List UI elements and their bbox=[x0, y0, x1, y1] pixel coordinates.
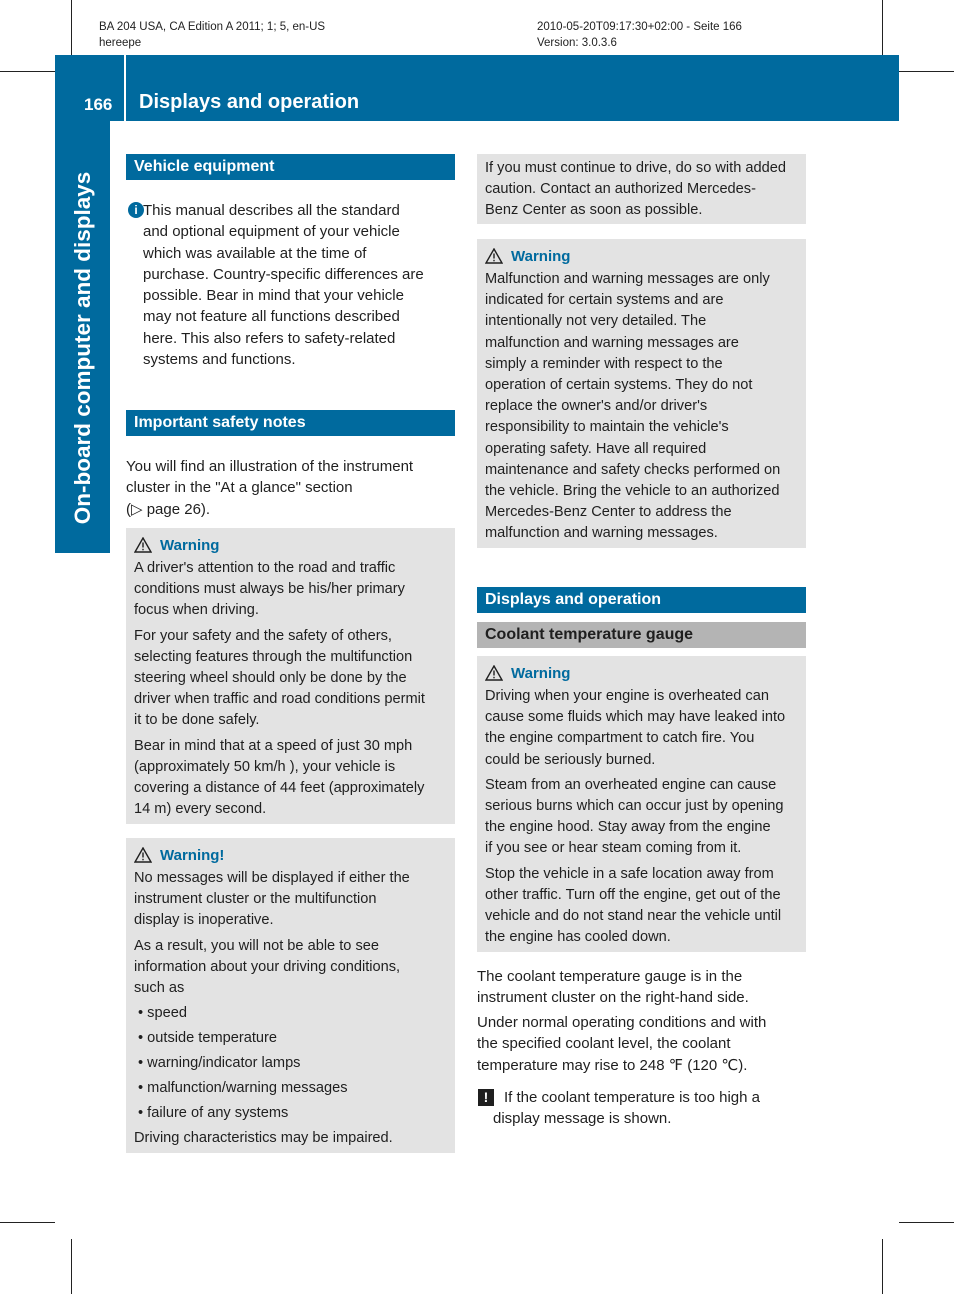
warning-paragraph bbox=[134, 868, 447, 932]
crop-mark bbox=[899, 71, 954, 72]
box-paragraph bbox=[485, 158, 798, 222]
text-line: instrument cluster or the multifunction bbox=[134, 891, 377, 908]
warning-triangle-icon bbox=[485, 665, 503, 681]
warning-box-malfunction-messages bbox=[477, 239, 806, 548]
text-line: simply a reminder with respect to the bbox=[485, 355, 723, 372]
text-line: Malfunction and warning messages are only bbox=[485, 271, 770, 287]
text-line: A driver's attention to the road and traffic bbox=[134, 560, 396, 576]
warning-paragraph bbox=[134, 936, 447, 1000]
section-heading-vehicle-equipment: Vehicle equipment bbox=[126, 154, 455, 180]
continue-driving-box bbox=[477, 154, 806, 224]
warning-paragraph bbox=[485, 686, 798, 771]
text-line: could be seriously burned. bbox=[485, 751, 656, 768]
meta-line: BA 204 USA, CA Edition A 2011; 1; 5, en-US bbox=[99, 21, 326, 33]
text-line: Steam from an overheated engine can cause bbox=[485, 776, 777, 793]
text-line: No messages will be displayed if either the bbox=[134, 870, 410, 886]
text-line: which was available at the time of bbox=[143, 244, 367, 262]
text-line: operation of certain systems. They do not bbox=[485, 377, 753, 394]
crop-mark bbox=[882, 0, 883, 55]
list-item: • failure of any systems bbox=[138, 1105, 289, 1122]
header-divider bbox=[124, 55, 126, 121]
text-line: steering wheel should only be done by the bbox=[134, 670, 407, 687]
warning-box-overheated-engine bbox=[477, 656, 806, 952]
text-line: For your safety and the safety of others, bbox=[134, 627, 392, 644]
text-line: You will find an illustration of the instrument bbox=[126, 458, 414, 475]
text-line: and optional equipment of your vehicle bbox=[143, 223, 400, 241]
list-item-text: failure of any systems bbox=[147, 1105, 289, 1122]
text-line: other traffic. Turn off the engine, get out of the bbox=[485, 886, 781, 903]
text-line: display message is shown. bbox=[493, 1110, 672, 1128]
warning-paragraph bbox=[134, 1128, 447, 1149]
text-line: may not feature all functions described bbox=[143, 308, 400, 326]
meta-line: Version: 3.0.3.6 bbox=[537, 37, 617, 49]
text-line: Benz Center as soon as possible. bbox=[485, 202, 703, 219]
crop-mark bbox=[899, 1222, 954, 1223]
list-item-text: speed bbox=[147, 1005, 187, 1022]
text-line: cause some fluids which may have leaked into bbox=[485, 709, 786, 726]
text-line: malfunction and warning messages are bbox=[485, 334, 739, 351]
text-line: indicated for certain systems and are bbox=[485, 292, 724, 309]
page-reference: (▷ page 26). bbox=[126, 500, 211, 518]
warning-paragraph bbox=[485, 864, 798, 949]
print-meta-right bbox=[537, 19, 742, 51]
text-line: here. This also refers to safety-related bbox=[143, 329, 396, 347]
text-line: As a result, you will not be able to see bbox=[134, 937, 379, 954]
warning-heading bbox=[134, 842, 447, 868]
warning-heading bbox=[134, 532, 447, 558]
text-line: systems and functions. bbox=[143, 351, 296, 369]
text-line: If you must continue to drive, do so with added bbox=[485, 160, 786, 176]
text-line: 14 m) every second. bbox=[134, 801, 267, 818]
warning-triangle-icon bbox=[485, 248, 503, 264]
text-line: the engine hood. Stay away from the engine bbox=[485, 819, 771, 836]
warning-title: Warning bbox=[511, 664, 571, 682]
text-line: the specified coolant level, the coolant bbox=[477, 1035, 731, 1053]
list-item-text: outside temperature bbox=[147, 1030, 277, 1047]
text-line: such as bbox=[134, 980, 185, 997]
list-item: • warning/indicator lamps bbox=[138, 1055, 301, 1072]
warning-paragraph bbox=[134, 626, 447, 732]
crop-mark bbox=[882, 1239, 883, 1294]
text-line: information about your driving conditions, bbox=[134, 958, 401, 975]
text-line: Driving characteristics may be impaired. bbox=[134, 1130, 393, 1147]
text-line: if you see or hear steam coming from it. bbox=[485, 840, 742, 857]
text-line: selecting features through the multifunction bbox=[134, 648, 413, 665]
warning-paragraph bbox=[485, 775, 798, 860]
text-line: intentionally not very detailed. The bbox=[485, 313, 707, 330]
warning-title: Warning bbox=[160, 536, 220, 554]
warning-title: Warning bbox=[511, 247, 571, 265]
text-line: the engine compartment to catch fire. You bbox=[485, 730, 755, 747]
text-line: it to be done safely. bbox=[134, 712, 260, 729]
list-item: • malfunction/warning messages bbox=[138, 1080, 348, 1097]
text-line: vehicle and do not stand near the vehicle until bbox=[485, 908, 782, 925]
list-item: • outside temperature bbox=[138, 1030, 277, 1047]
list-item: • speed bbox=[138, 1005, 187, 1022]
text-line: (approximately 50 km/h ), your vehicle is bbox=[134, 758, 396, 775]
warning-triangle-icon bbox=[134, 847, 152, 863]
text-line: responsibility to maintain the vehicle's bbox=[485, 419, 729, 436]
coolant-high-note bbox=[493, 1087, 813, 1130]
warning-paragraph bbox=[134, 736, 447, 821]
warning-box-inoperative-display bbox=[126, 838, 455, 1153]
warning-paragraph bbox=[134, 558, 447, 622]
warning-title: Warning! bbox=[160, 846, 225, 864]
subsection-heading-coolant-gauge: Coolant temperature gauge bbox=[477, 622, 806, 648]
text-line: serious burns which can occur just by opening bbox=[485, 798, 784, 815]
text-line: temperature may rise to 248 ℉ (120 ℃). bbox=[477, 1056, 748, 1074]
page-title: Displays and operation bbox=[139, 91, 360, 113]
warning-heading bbox=[485, 243, 798, 269]
text-line: This manual describes all the standard bbox=[143, 202, 400, 219]
print-meta-left bbox=[99, 19, 325, 51]
text-line: Under normal operating conditions and with bbox=[477, 1014, 767, 1031]
text-line: malfunction and warning messages. bbox=[485, 525, 718, 542]
warning-paragraph bbox=[485, 269, 798, 545]
text-line: covering a distance of 44 feet (approximately bbox=[134, 780, 425, 797]
text-line: The coolant temperature gauge is in the bbox=[477, 968, 743, 985]
text-line: caution. Contact an authorized Mercedes- bbox=[485, 181, 756, 198]
warning-box-driver-attention bbox=[126, 528, 455, 824]
crop-mark bbox=[71, 1239, 72, 1294]
text-line: Mercedes-Benz Center to address the bbox=[485, 504, 732, 521]
coolant-gauge-location bbox=[477, 966, 812, 1009]
warning-triangle-icon bbox=[134, 537, 152, 553]
text-line: purchase. Country-specific differences are bbox=[143, 265, 424, 283]
text-line: operating safety. Have all required bbox=[485, 440, 707, 457]
text-line: maintenance and safety checks performed on bbox=[485, 461, 781, 478]
list-item-text: warning/indicator lamps bbox=[147, 1055, 301, 1072]
list-item-text: malfunction/warning messages bbox=[147, 1080, 348, 1097]
vehicle-equipment-text bbox=[143, 200, 463, 370]
text-line: possible. Bear in mind that your vehicle bbox=[143, 287, 404, 305]
text-line: Stop the vehicle in a safe location away from bbox=[485, 865, 774, 882]
text-line: Driving when your engine is overheated can bbox=[485, 688, 769, 704]
page-number: 166 bbox=[84, 95, 113, 114]
text-line: replace the owner's and/or driver's bbox=[485, 398, 708, 415]
text-line: cluster in the "At a glance" section bbox=[126, 479, 353, 497]
crop-mark bbox=[0, 1222, 55, 1223]
chapter-tab-label: On-board computer and displays bbox=[70, 171, 95, 525]
crop-mark bbox=[71, 0, 72, 55]
exclamation-icon: ! bbox=[478, 1089, 494, 1106]
text-line: conditions must always be his/her primary bbox=[134, 581, 405, 598]
meta-line: hereepe bbox=[99, 37, 142, 49]
text-line: the engine has cooled down. bbox=[485, 929, 671, 946]
text-line: focus when driving. bbox=[134, 602, 259, 619]
text-line: Bear in mind that at a speed of just 30 mph bbox=[134, 737, 413, 754]
section-heading-safety-notes: Important safety notes bbox=[126, 410, 455, 436]
text-line: If the coolant temperature is too high a bbox=[504, 1089, 760, 1106]
meta-line: 2010-05-20T09:17:30+02:00 - Seite 166 bbox=[537, 21, 742, 33]
section-heading-displays-operation: Displays and operation bbox=[477, 587, 806, 613]
info-icon: i bbox=[128, 202, 144, 218]
coolant-normal-temperature bbox=[477, 1012, 812, 1076]
crop-mark bbox=[0, 71, 55, 72]
warning-heading bbox=[485, 660, 798, 686]
text-line: display is inoperative. bbox=[134, 912, 274, 929]
text-line: driver when traffic and road conditions permit bbox=[134, 691, 425, 708]
text-line: instrument cluster on the right-hand side. bbox=[477, 989, 749, 1007]
safety-notes-intro bbox=[126, 456, 461, 520]
text-line: the vehicle. Bring the vehicle to an authorized bbox=[485, 483, 780, 500]
